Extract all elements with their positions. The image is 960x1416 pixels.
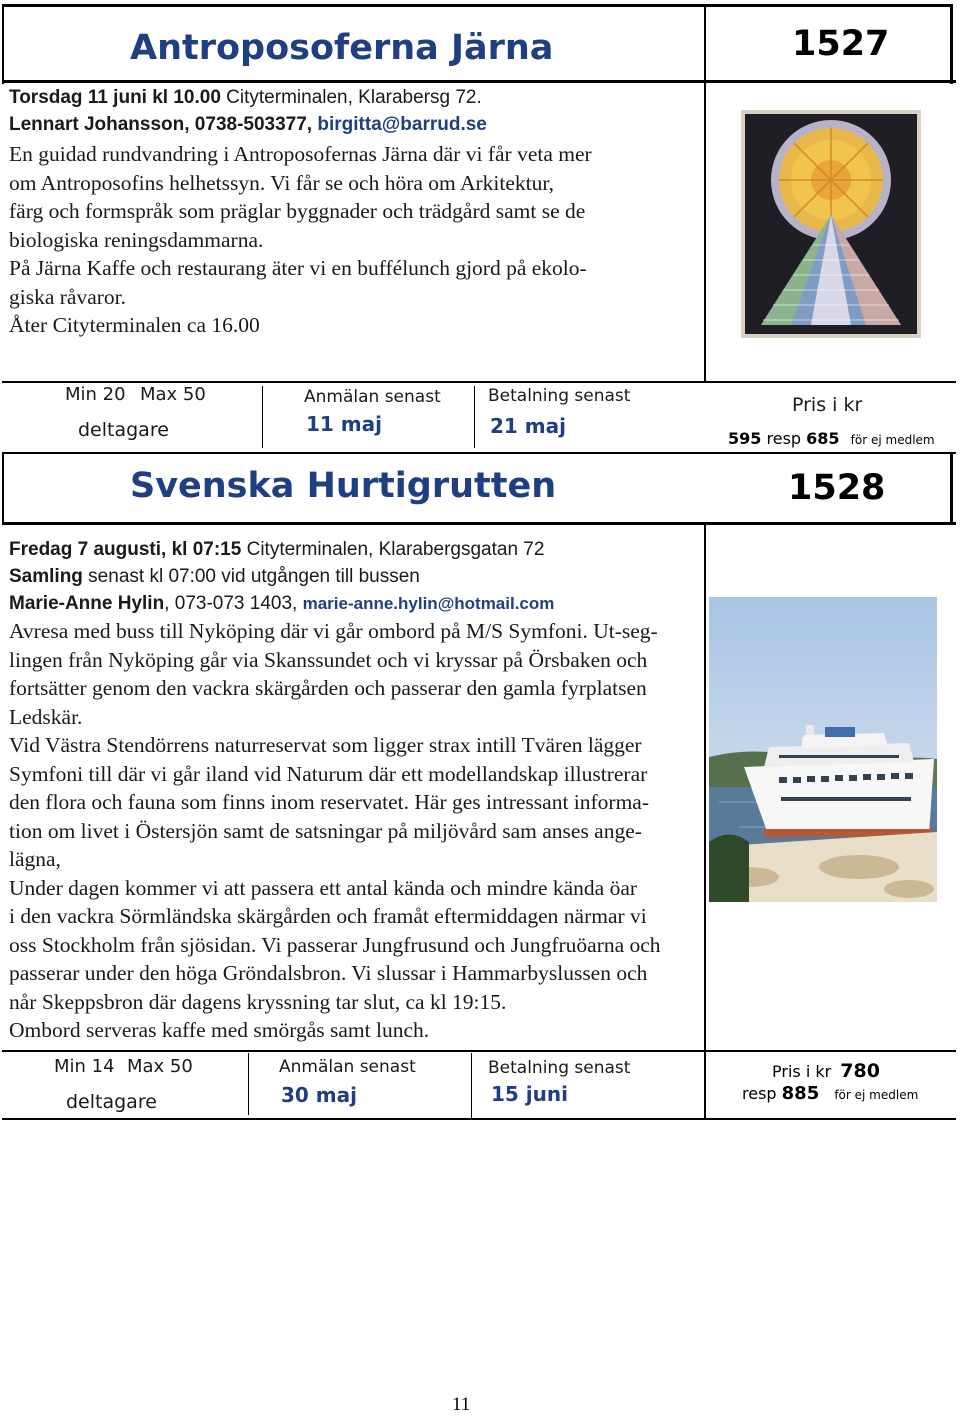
event2-location: Cityterminalen, Klarabergsgatan 72	[241, 539, 545, 560]
event2-title: Svenska Hurtigrutten	[130, 466, 557, 506]
event2-register-label: Anmälan senast	[279, 1057, 416, 1077]
event2-content-divider	[704, 525, 706, 1050]
event1-left-border	[2, 4, 4, 84]
event2-price-member: 780	[840, 1060, 880, 1082]
event1-date: Torsdag 11 juni kl 10.00	[9, 87, 221, 108]
event1-number: 1527	[792, 24, 890, 64]
event2-gather-rest: senast kl 07:00 vid utgången till bussen	[82, 566, 420, 587]
event2-price-nonmember: 885	[781, 1083, 820, 1104]
event2-desc-line: lingen från Nyköping går via Skanssundet och vi kryssar på Örsbaken och	[9, 647, 648, 672]
event2-desc-line: oss Stockholm från sjösidan. Vi passerar Jungfrusund och Jungfruöarna och	[9, 932, 661, 957]
event2-price-resp: resp	[742, 1084, 777, 1103]
event2-desc-line: tion om livet i Östersjön samt de satsningar på miljövård sam anses ange-	[9, 818, 642, 843]
event2-desc-line: den flora och fauna som finns inom reservatet. Här ges intressant informa-	[9, 790, 650, 814]
page-number: 11	[452, 1394, 471, 1415]
event1-price-label: Pris i kr	[792, 394, 863, 416]
event2-gather: Samling	[9, 566, 83, 587]
event2-number: 1528	[788, 468, 886, 508]
event2-header-underline	[2, 522, 956, 525]
event1-payment-value: 21 maj	[490, 414, 566, 438]
event1-painting-image	[741, 110, 921, 338]
event2-price-top	[772, 1060, 880, 1082]
event2-payment-label: Betalning senast	[488, 1058, 631, 1078]
event1-bar-divider-1	[262, 386, 263, 448]
ship-svg	[709, 597, 937, 902]
event1-desc-line: På Järna Kaffe och restaurang äter vi en buffélunch gjord på ekolo-	[9, 256, 587, 280]
event1-right-border	[950, 4, 953, 84]
event1-price-member: 595	[728, 429, 762, 448]
event1-title-divider	[704, 4, 706, 382]
event1-payment-label: Betalning senast	[488, 386, 631, 406]
event2-email-link[interactable]: marie-anne.hylin@hotmail.com	[302, 594, 555, 613]
event2-bar-divider-3	[704, 1052, 706, 1120]
event2-desc-line: Avresa med buss till Nyköping där vi går ombord på M/S Symfoni. Ut-seg-	[9, 619, 658, 643]
event1-price-nonmember: 685	[806, 429, 840, 448]
event1-register-value: 11 maj	[306, 412, 382, 436]
event2-desc-line: lägna,	[9, 847, 61, 871]
event2-desc-line: Symfoni till där vi går iland vid Naturum där ett modellandskap illustrerar	[9, 761, 648, 786]
event1-header-underline	[2, 80, 956, 83]
event2-participants-label: deltagare	[66, 1091, 157, 1113]
event2-contact: Marie-Anne Hylin	[9, 593, 165, 614]
event1-bar-bottom	[2, 452, 956, 454]
event2-desc-line: Ledskär.	[9, 704, 83, 729]
event1-contact: Lennart Johansson, 0738-503377,	[9, 114, 313, 135]
event1-email-link[interactable]: birgitta@barrud.se	[312, 114, 487, 135]
event2-description	[9, 617, 704, 1045]
event2-desc-line: i den vackra Sörmländska skärgården och framåt eftermiddagen närmar vi	[9, 904, 647, 928]
event2-phone: , 073-073 1403,	[164, 593, 303, 614]
event2-price-note: för ej medlem	[834, 1088, 919, 1102]
event2-desc-line: Under dagen kommer vi att passera ett antal kända och mindre kända öar	[9, 875, 638, 900]
event1-bar-top	[2, 381, 956, 383]
event1-title: Antroposoferna Järna	[130, 28, 554, 68]
event2-left-border	[2, 452, 4, 524]
event1-min: Min 20	[65, 384, 126, 405]
event1-desc-line: färg och formspråk som präglar byggnader och trädgård samt se de	[9, 199, 586, 223]
event2-price-label: Pris i kr	[772, 1062, 832, 1081]
event2-desc-line: Ombord serveras kaffe med smörgås samt lunch.	[9, 1018, 430, 1042]
event1-register-label: Anmälan senast	[304, 387, 441, 407]
event2-payment-value: 15 juni	[491, 1082, 568, 1106]
event2-desc-line: Vid Västra Stendörrens naturreservat som ligger strax intill Tvären lägger	[9, 733, 642, 757]
event1-participants-label: deltagare	[78, 419, 169, 441]
event2-ship-photo	[709, 597, 937, 902]
event2-right-border	[950, 452, 953, 524]
event1-top-border	[2, 4, 952, 7]
event1-desc-line: om Antroposofins helhetssyn. Vi får se och höra om Arkitektur,	[9, 170, 555, 195]
event2-bar-divider-1	[248, 1053, 249, 1115]
event1-desc-line: giska råvaror.	[9, 284, 127, 309]
painting-svg	[741, 110, 921, 338]
event2-max: Max 50	[127, 1056, 193, 1077]
event2-bar-divider-2	[471, 1053, 472, 1119]
event1-bar-divider-2	[474, 386, 475, 448]
event1-desc-line: biologiska reningsdammarna.	[9, 227, 264, 252]
event1-location: Cityterminalen, Klarabersg 72.	[220, 87, 482, 108]
event2-bar-top	[2, 1050, 956, 1052]
event2-price-bottom	[742, 1083, 918, 1104]
event2-date: Fredag 7 augusti, kl 07:15	[9, 539, 242, 560]
event2-bar-bottom	[2, 1118, 956, 1120]
event1-desc-line: En guidad rundvandring i Antroposofernas Järna där vi får veta mer	[9, 142, 592, 166]
event1-description	[9, 140, 704, 340]
event2-info	[9, 536, 699, 617]
event1-info	[9, 84, 699, 138]
event1-price-note: för ej medlem	[850, 433, 935, 447]
event2-min: Min 14	[54, 1056, 115, 1077]
event1-price-resp: resp	[766, 429, 802, 448]
event1-max: Max 50	[140, 384, 206, 405]
event2-desc-line: passerar under den höga Gröndalsbron. Vi slussar i Hammarbyslussen och	[9, 961, 648, 985]
event2-register-value: 30 maj	[281, 1083, 357, 1107]
event1-price	[728, 429, 935, 448]
event2-desc-line: når Skeppsbron där dagens kryssning tar slut, ca kl 19:15.	[9, 989, 507, 1014]
event1-desc-line: Åter Cityterminalen ca 16.00	[9, 313, 260, 337]
event2-desc-line: fortsätter genom den vackra skärgården och passerar den gamla fyrplatsen	[9, 676, 647, 700]
